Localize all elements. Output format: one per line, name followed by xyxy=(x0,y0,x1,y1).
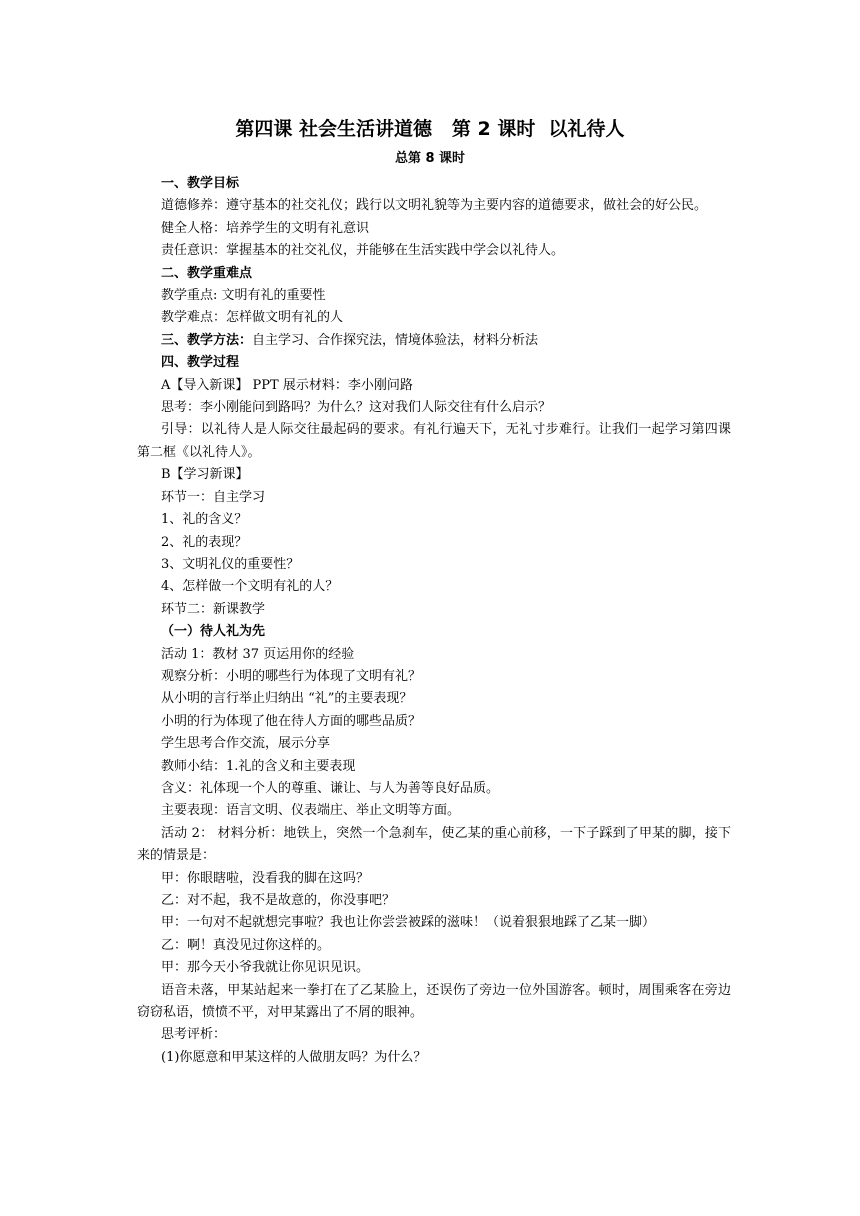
paragraph-goal-1: 道德修养：遵守基本的社交礼仪；践行以文明礼貌等为主要内容的道德要求，做社会的好公民。 xyxy=(161,198,708,214)
dialogue-line-2: 乙：对不起，我不是故意的，你没事吧？ xyxy=(161,893,396,908)
paragraph-intro: A【导入新课】 PPT 展示材料：李小刚问路 xyxy=(161,377,413,393)
paragraph-observe: 观察分析：小明的哪些行为体现了文明有礼？ xyxy=(161,668,422,684)
section-heading-method: 三、教学方法： xyxy=(161,332,253,348)
page-title: 第四课 社会生活讲道德 第 2 课时 以礼待人 xyxy=(235,118,625,140)
paragraph-q2: 2、礼的表现？ xyxy=(161,534,248,550)
paragraph-after: 语音未落，甲某站起来一拳打在了乙某脸上，还误伤了旁边一位外国游客。顿时，周围乘客在旁边窃窃私语，愤愤不平，对甲某露出了不屑的眼神。 xyxy=(137,982,731,1021)
paragraph-goal-3: 责任意识：掌握基本的社交礼仪，并能够在生活实践中学会以礼待人。 xyxy=(161,243,565,259)
paragraph-evaluation: 思考评析： xyxy=(161,1027,227,1043)
paragraph-step1: 环节一：自主学习 xyxy=(161,489,266,505)
paragraph-share: 学生思考合作交流，展示分享 xyxy=(161,736,331,752)
dialogue-line-4: 乙：啊！真没见过你这样的。 xyxy=(161,937,331,953)
section-heading-process: 四、教学过程 xyxy=(161,355,240,371)
paragraph-step2: 环节二：新课教学 xyxy=(161,601,266,617)
paragraph-activity-1: 活动 1：教材 37 页运用你的经验 xyxy=(161,646,355,662)
paragraph-activity-2: 活动 2： 材料分析：地铁上，突然一个急刹车，使乙某的重心前移，一下子踩到了甲某的脚，接下来的情景是： xyxy=(137,825,731,864)
paragraph-main-expression: 主要表现：语言文明、仪表端庄、举止文明等方面。 xyxy=(161,803,461,819)
section-heading-key: 二、教学重难点 xyxy=(161,265,253,281)
method-text: 自主学习、合作探究法，情境体验法，材料分析法 xyxy=(252,332,539,348)
paragraph-q3: 3、文明礼仪的重要性？ xyxy=(161,556,300,572)
paragraph-guide: 引导：以礼待人是人际交往最起码的要求。有礼行遍天下，无礼寸步难行。让我们一起学习第四课第二框《以礼待人》。 xyxy=(137,422,731,460)
paragraph-method xyxy=(137,330,731,352)
subsection-heading-1: （一）待人礼为先 xyxy=(161,624,266,640)
paragraph-summary: 教师小结：1.礼的含义和主要表现 xyxy=(161,758,356,774)
paragraph-key-point: 教学重点: 文明有礼的重要性 xyxy=(161,288,326,304)
paragraph-meaning: 含义：礼体现一个人的尊重、谦让、与人为善等良好品质。 xyxy=(161,780,500,796)
paragraph-quality: 小明的行为体现了他在待人方面的哪些品质？ xyxy=(161,713,422,729)
paragraph-difficult-point: 教学难点：怎样做文明有礼的人 xyxy=(161,310,344,326)
paragraph-q1: 1、礼的含义？ xyxy=(161,512,248,528)
paragraph-q4: 4、怎样做一个文明有礼的人？ xyxy=(161,579,339,595)
paragraph-new-lesson: B【学习新课】 xyxy=(161,467,249,483)
document-body xyxy=(137,173,731,1069)
paragraph-think: 思考：李小刚能问到路吗？为什么？这对我们人际交往有什么启示？ xyxy=(161,400,552,416)
paragraph-goal-2: 健全人格：培养学生的文明有礼意识 xyxy=(161,220,370,236)
paragraph-from: 从小明的言行举止归纳出 “礼”的主要表现？ xyxy=(161,691,413,707)
dialogue-line-3: 甲：一句对不起就想完事啦？我也让你尝尝被踩的滋味！（说着狠狠地踩了乙某一脚） xyxy=(161,915,656,931)
page-subtitle: 总第 8 课时 xyxy=(394,151,466,166)
dialogue-line-1: 甲：你眼瞎啦，没看我的脚在这吗？ xyxy=(161,870,370,886)
paragraph-eval-q1: (1)你愿意和甲某这样的人做朋友吗？为什么？ xyxy=(161,1049,427,1065)
dialogue-line-5: 甲：那今天小爷我就让你见识见识。 xyxy=(161,960,370,976)
section-heading-goals: 一、教学目标 xyxy=(161,176,240,191)
